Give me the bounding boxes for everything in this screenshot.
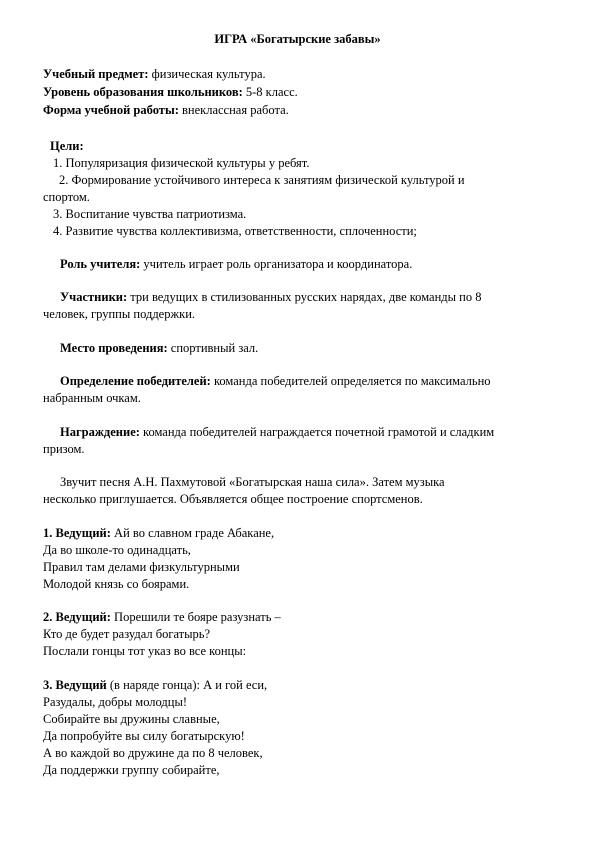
host2-line: 2. Ведущий: Порешили те бояре разузнать –: [43, 610, 281, 624]
participants-line: [60, 289, 481, 305]
form-value: внеклассная работа.: [178, 103, 289, 117]
intro-line: Звучит песня А.Н. Пахмутовой «Богатырская наша сила». Затем музыка: [60, 475, 445, 489]
host2-line: Кто де будет разудал богатырь?: [43, 627, 211, 641]
host1-line: Молодой князь со боярами.: [43, 577, 190, 591]
venue-label: Место проведения:: [60, 341, 168, 355]
subject-line: [43, 66, 266, 82]
participants-line-2: человек, группы поддержки.: [43, 307, 196, 321]
host2-label: 2. Ведущий:: [43, 610, 111, 624]
goal-item: 2. Формирование устойчивого интереса к занятиям физической культурой и: [59, 173, 465, 187]
winner-value: команда победителей определяется по максимально: [210, 374, 491, 388]
award-line: [60, 424, 494, 440]
host1-line: Да во школе-то одинадцать,: [43, 543, 191, 557]
award-label: Награждение:: [60, 425, 140, 439]
teacher-role-value: учитель играет роль организатора и координатора.: [140, 257, 413, 271]
host3-line: Да поддержки группу собирайте,: [43, 763, 220, 777]
participants-value: три ведущих в стилизованных русских нарядах, две команды по 8: [127, 290, 482, 304]
intro-line: несколько приглушается. Объявляется общее построение спортсменов.: [43, 492, 423, 506]
host3-line: 3. Ведущий (в наряде гонца): А и гой еси,: [43, 678, 268, 692]
goal-item: спортом.: [43, 190, 90, 204]
subject-value: физическая культура.: [148, 67, 266, 81]
page-title: ИГРА «Богатырские забавы»: [214, 32, 381, 46]
participants-label: Участники:: [60, 290, 128, 304]
host1-line: 1. Ведущий: Ай во славном граде Абакане,: [43, 526, 275, 540]
host3-label: 3. Ведущий: [43, 678, 107, 692]
host3-line: Да попробуйте вы силу богатырскую!: [43, 729, 245, 743]
host1-label: 1. Ведущий:: [43, 526, 111, 540]
winner-label: Определение победителей:: [60, 374, 211, 388]
award-line-2: призом.: [43, 442, 85, 456]
level-value: 5-8 класс.: [242, 85, 298, 99]
host2-line: Послали гонцы тот указ во все концы:: [43, 644, 247, 658]
form-line: [43, 102, 289, 118]
goal-item: 3. Воспитание чувства патриотизма.: [53, 207, 247, 221]
host1-line: Правил там делами физкультурными: [43, 560, 240, 574]
venue-value: спортивный зал.: [167, 341, 259, 355]
level-line: [43, 84, 298, 100]
venue-line: [60, 340, 258, 356]
host3-line: Собирайте вы дружины славные,: [43, 712, 220, 726]
teacher-role-line: [60, 256, 412, 272]
goal-item: 4. Развитие чувства коллективизма, ответственности, сплоченности;: [53, 224, 417, 238]
subject-label: Учебный предмет:: [43, 67, 149, 81]
winner-line: [60, 373, 491, 389]
host3-line: А во каждой во дружине да по 8 человек,: [43, 746, 263, 760]
form-label: Форма учебной работы:: [43, 103, 179, 117]
award-value: команда победителей награждается почетной грамотой и сладким: [139, 425, 495, 439]
goal-item: 1. Популяризация физической культуры у ребят.: [53, 156, 310, 170]
teacher-role-label: Роль учителя:: [60, 257, 141, 271]
goals-heading: Цели:: [50, 139, 84, 153]
host3-line: Разудалы, добры молодцы!: [43, 695, 188, 709]
level-label: Уровень образования школьников:: [43, 85, 243, 99]
winner-line-2: набранным очкам.: [43, 391, 141, 405]
